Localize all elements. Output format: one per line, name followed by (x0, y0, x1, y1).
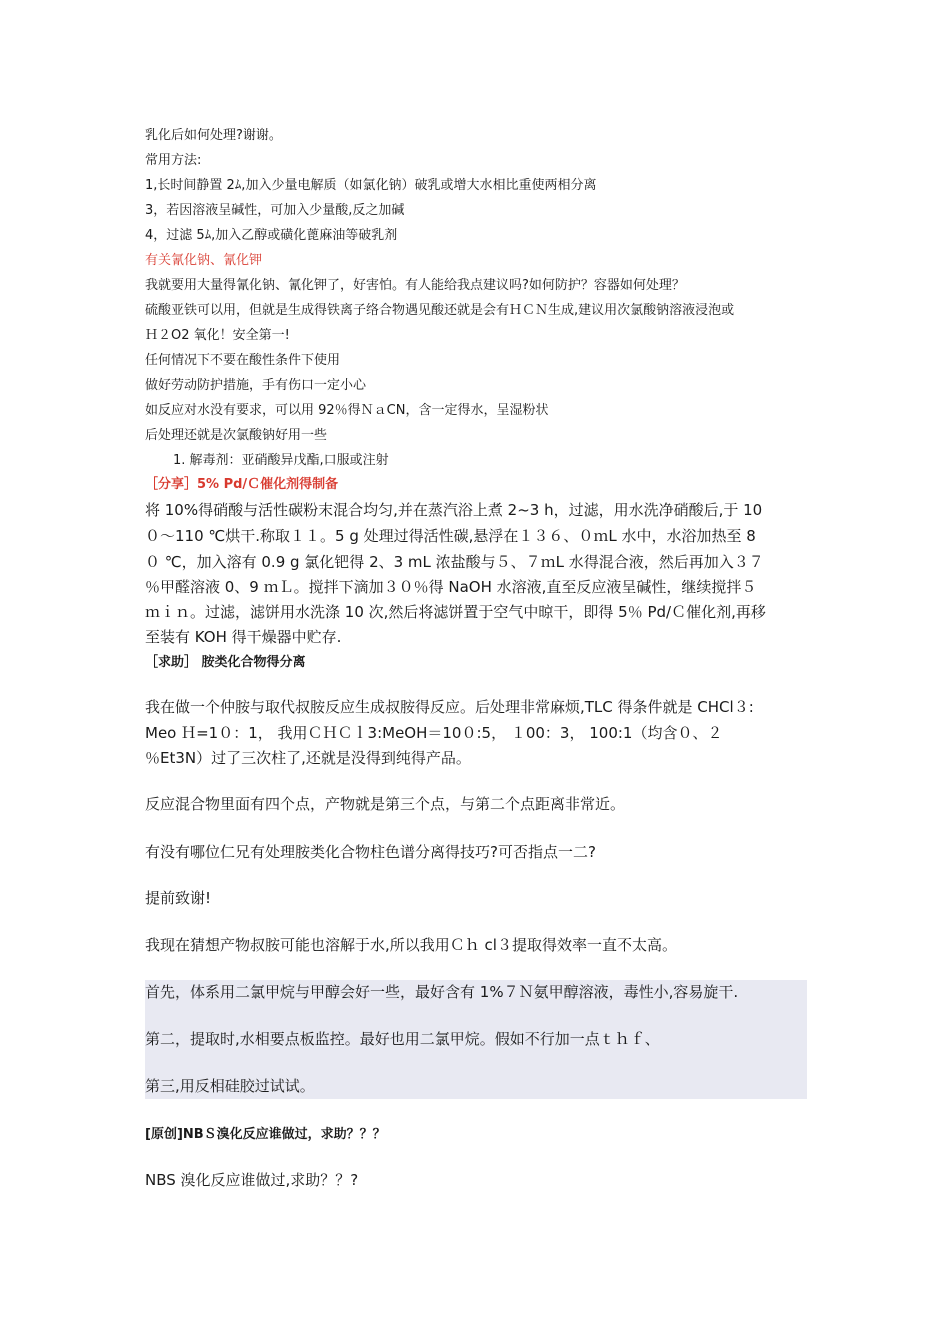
text-line: 后处理还就是次氯酸钠好用一些 (145, 428, 328, 443)
list-item: 1. 解毒剂：亚硝酸异戊酯,口服或注射 (173, 453, 389, 468)
text-line: 硫酸亚铁可以用，但就是生成得铁离子络合物遇见酸还就是会有ＨＣＮ生成,建议用次氯酸钠溶液浸泡或 (145, 303, 735, 318)
text-line: Meo Ｈ=1０：1， 我用ＣＨＣｌ3:MeOH＝10０:5， １00：3， 100:1（均含０、２ (145, 724, 723, 742)
text-line: 4，过滤 5ﾑ,加入乙醇或磺化蓖麻油等破乳剂 (145, 228, 398, 243)
text-line: 做好劳动防护措施，手有伤口一定小心 (145, 378, 367, 393)
text-line: 我在做一个仲胺与取代叔胺反应生成叔胺得反应。后处理非常麻烦,TLC 得条件就是 CHCl３: (145, 698, 754, 716)
text-line: 常用方法: (145, 153, 202, 168)
text-line: 我就要用大量得氰化钠、氰化钾了，好害怕。有人能给我点建议吗?如何防护？容器如何处理？ (145, 278, 685, 293)
text-line: 反应混合物里面有四个点，产物就是第三个点，与第二个点距离非常近。 (145, 795, 626, 813)
text-line: ０ ℃，加入溶有 0.9 g 氯化钯得 2、3 mL 浓盐酸与５、７ｍL 水得混合液，然后再加入３７ (145, 553, 764, 571)
text-line: ０～110 ℃烘干.称取１１。5 g 处理过得活性碳,悬浮在１３６、０ｍL 水中，水浴加热至 8 (145, 527, 756, 545)
section-heading-cyanide: 有关氰化钠、氰化钾 (145, 253, 263, 268)
text-line: ％Et3N）过了三次柱了,还就是没得到纯得产品。 (145, 749, 471, 767)
text-line: 有没有哪位仁兄有处理胺类化合物柱色谱分离得技巧?可否指点一二? (145, 843, 596, 861)
text-line: 乳化后如何处理?谢谢。 (145, 128, 282, 143)
text-line: 将 10%得硝酸与活性碳粉末混合均匀,并在蒸汽浴上煮 2~3 h，过滤，用水洗净硝酸后,于 10 (145, 501, 763, 519)
text-line: Ｈ２O2 氧化！安全第一! (145, 328, 290, 343)
text-line: 提前致谢! (145, 889, 212, 907)
text-line: 我现在猜想产物叔胺可能也溶解于水,所以我用Ｃｈ cl３提取得效率一直不太高。 (145, 936, 677, 954)
text-line: 1,长时间静置 2ﾑ,加入少量电解质（如氯化钠）破乳或增大水相比重使两相分离 (145, 178, 597, 193)
section-heading-nbs: [原创]NBＳ溴化反应谁做过，求助？？？ (145, 1127, 386, 1142)
reply-line: 第二，提取时,水相要点板监控。最好也用二氯甲烷。假如不行加一点ｔｈｆ、 (145, 1030, 660, 1048)
reply-line: 首先，体系用二氯甲烷与甲醇会好一些，最好含有 1%７Ｎ氨甲醇溶液，毒性小,容易旋干. (145, 983, 739, 1001)
section-heading-amine: ［求助］ 胺类化合物得分离 (145, 655, 306, 670)
text-line: 任何情况下不要在酸性条件下使用 (145, 353, 341, 368)
text-line: ｍｉｎ。过滤，滤饼用水洗涤 10 次,然后将滤饼置于空气中晾干，即得 5％ Pd/Ｃ催化剂,再移 (145, 603, 766, 621)
text-line: 至装有 KOH 得干燥器中贮存. (145, 628, 342, 646)
reply-line: 第三,用反相硅胶过试试。 (145, 1077, 315, 1095)
section-heading-pdc: ［分享］5% Pd/Ｃ催化剂得制备 (145, 477, 339, 492)
text-line: NBS 溴化反应谁做过,求助？？? (145, 1171, 359, 1189)
text-line: 3，若因溶液呈碱性，可加入少量酸,反之加碱 (145, 203, 405, 218)
text-line: ％甲醛溶液 0、9 ｍＬ。搅拌下滴加３０％得 NaOH 水溶液,直至反应液呈碱性，继续搅拌５ (145, 578, 757, 596)
text-line: 如反应对水没有要求，可以用 92％得ＮａCN，含一定得水，呈湿粉状 (145, 403, 549, 418)
